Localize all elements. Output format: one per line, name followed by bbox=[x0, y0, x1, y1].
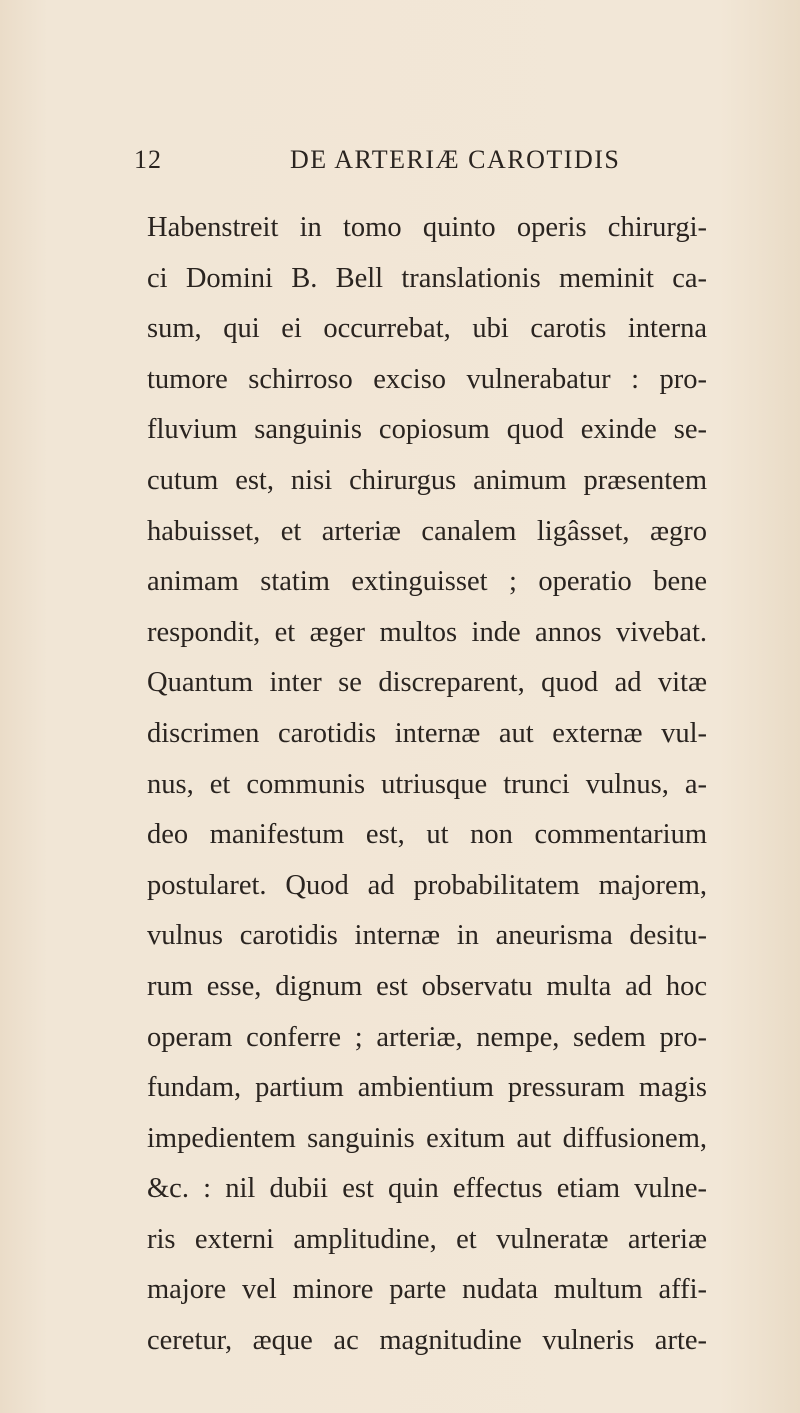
text-line: habuisset, et arteriæ canalem ligâsset, ægro bbox=[147, 515, 707, 547]
text-line: rum esse, dignum est observatu multa ad hoc bbox=[147, 970, 707, 1002]
text-line: Habenstreit in tomo quinto operis chirurgi- bbox=[147, 212, 707, 243]
text-line: Quantum inter se discreparent, quod ad vitæ bbox=[147, 667, 707, 699]
text-line: deo manifestum est, ut non commentarium bbox=[147, 819, 707, 851]
text-line: sum, qui ei occurrebat, ubi carotis interna bbox=[147, 313, 707, 345]
text-line: fluvium sanguinis copiosum quod exinde se- bbox=[147, 414, 707, 446]
text-line: ceretur, æque ac magnitudine vulneris arte- bbox=[147, 1325, 707, 1357]
text-line: respondit, et æger multos inde annos vivebat. bbox=[147, 616, 707, 648]
text-line: nus, et communis utriusque trunci vulnus, a- bbox=[147, 768, 707, 800]
text-line: fundam, partium ambientium pressuram magis bbox=[147, 1072, 707, 1104]
running-head: DE ARTERIÆ CAROTIDIS bbox=[290, 145, 621, 174]
text-line: majore vel minore parte nudata multum affi- bbox=[147, 1274, 707, 1306]
text-line: &c. : nil dubii est quin effectus etiam vulne- bbox=[147, 1173, 707, 1205]
body-text bbox=[147, 203, 707, 1367]
text-line: tumore schirroso exciso vulnerabatur : pro- bbox=[147, 363, 707, 395]
text-line: operam conferre ; arteriæ, nempe, sedem pro- bbox=[147, 1021, 707, 1053]
text-line: impedientem sanguinis exitum aut diffusionem, bbox=[147, 1122, 707, 1154]
page-number: 12 bbox=[134, 145, 162, 174]
text-line: ci Domini B. Bell translationis meminit ca- bbox=[147, 262, 707, 294]
text-line: cutum est, nisi chirurgus animum præsentem bbox=[147, 464, 707, 496]
text-line: animam statim extinguisset ; operatio bene bbox=[147, 566, 707, 598]
text-line: postularet. Quod ad probabilitatem majorem, bbox=[147, 869, 707, 901]
text-line: discrimen carotidis internæ aut externæ vul- bbox=[147, 717, 707, 749]
text-line: vulnus carotidis internæ in aneurisma desitu- bbox=[147, 920, 707, 952]
text-line: ris externi amplitudine, et vulneratæ arteriæ bbox=[147, 1223, 707, 1255]
page-header bbox=[134, 145, 734, 175]
